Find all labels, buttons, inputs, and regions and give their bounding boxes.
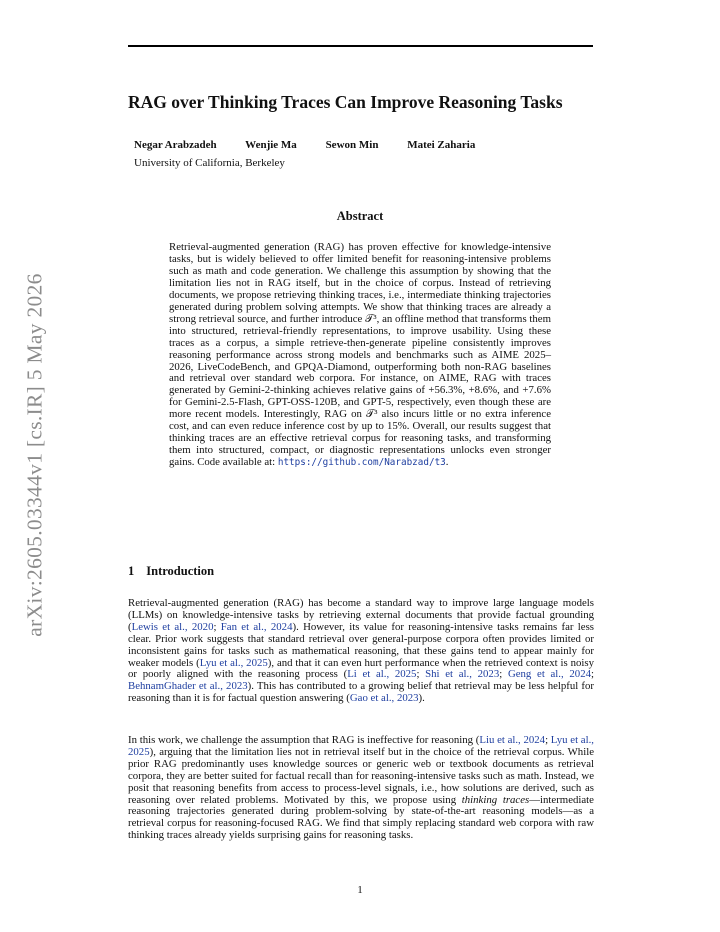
section-title: Introduction: [146, 564, 215, 578]
top-rule: [128, 45, 593, 47]
arxiv-identifier: arXiv:2605.03344v1 [cs.IR] 5 May 2026: [22, 273, 47, 637]
citation-link[interactable]: Lewis et al., 2020: [131, 620, 214, 633]
citation-link[interactable]: BehnamGhader et al., 2023: [128, 680, 248, 693]
citation-link[interactable]: Liu et al., 2024: [479, 734, 546, 746]
code-link[interactable]: https://github.com/Narabzad/t3: [277, 457, 446, 469]
paper-title: RAG over Thinking Traces Can Improve Reasoning Tasks: [128, 92, 563, 112]
author-list: [134, 139, 501, 151]
citation-link[interactable]: Lyu et al., 2025: [199, 656, 268, 669]
citation-link[interactable]: Li et al., 2025: [347, 668, 417, 681]
citation-link[interactable]: Shi et al., 2023: [425, 668, 500, 681]
page-number: 1: [357, 884, 363, 896]
citation-link[interactable]: Gao et al., 2023: [349, 692, 419, 705]
intro-paragraph-2: In this work, we challenge the assumption that RAG is ineffective for reasoning (Liu et al., 2024; Lyu et al., 2025), arguing that the limitation lies not in retrieval itself but in the choice of the retrieval corpus. While prior RAG predominantly uses knowledge sources or generic web or textbook documents as retrieval corpora, they are better suited for factual recall than for reasoning-intensive tasks such as math. Instead, we posit that reasoning benefits from access to process-level signals, i.e., how solutions are derived, such as reasoning over related problems. Motivated by this, we propose using thinking traces—intermediate reasoning trajectories generated during problem-solving by state-of-the-art reasoning models—as a retrieval corpus for reasoning-focused RAG. We find that simply replacing standard web corpora with raw thinking traces already yields surprising gains for reasoning tasks.: [128, 734, 594, 842]
t3-symbol: 𝒯³: [365, 408, 378, 421]
emphasis: thinking traces: [461, 793, 530, 806]
author: Wenjie Ma: [245, 139, 297, 151]
citation-link[interactable]: Lyu et al., 2025: [128, 734, 594, 758]
intro-paragraph-1: Retrieval-augmented generation (RAG) has become a standard way to improve large language models (LLMs) on knowledge-intensive tasks by retrieving external documents that provide factual grounding (Lewis et al., 2020; Fan et al., 2024). However, its value for reasoning-intensive tasks remains far less clear. Prior work suggests that standard retrieval over general-purpose corpora often provides limited or inconsistent gains for tasks such as mathematical reasoning, that these gains tend to appear mainly for weaker models (Lyu et al., 2025), and that it can even hurt performance when the retrieved context is noisy or poorly aligned with the reasoning process (Li et al., 2025; Shi et al., 2023; Geng et al., 2024; BehnamGhader et al., 2023). This has contributed to a growing belief that retrieval may be less helpful for reasoning than it is for factual question answering (Gao et al., 2023).: [128, 597, 595, 705]
abstract-body: Retrieval-augmented generation (RAG) has proven effective for knowledge-intensive tasks, but is widely believed to offer limited benefit for reasoning-intensive problems such as math and code generation. We challenge this assumption by showing that the limitation lies not in RAG itself, but in the choice of corpus. Instead of retrieving documents, we propose retrieving thinking traces, i.e., intermediate thinking trajectories generated during problem solving attempts. We show that thinking traces are already a strong retrieval source, and further introduce 𝒯³, an offline method that transforms them into structured, retrieval-friendly representations, to improve usability. Using these traces as a corpus, a simple retrieve-then-generate pipeline consistently improves reasoning performance across strong models and benchmarks such as AIME 2025–2026, LiveCodeBench, and GPQA-Diamond, outperforming both non-RAG baselines and retrieval over standard web corpora. For instance, on AIME, RAG with traces generated by Gemini-2-thinking achieves relative gains of +56.3%, +8.6%, and +7.6% for Gemini-2.5-Flash, GPT-OSS-120B, and GPT-5, respectively, even though these are more recent models. Interestingly, RAG on 𝒯³ also incurs little or no extra inference cost, and can even reduce inference cost by up to 15%. Overall, our results suggest that thinking traces are an effective retrieval corpus for reasoning tasks, and transforming them into structured, compact, or diagnostic representations unlocks even stronger gains. Code available at: https://github.com/Narabzad/t3.: [169, 241, 551, 469]
t3-symbol: 𝒯³: [365, 312, 377, 325]
affiliation: University of California, Berkeley: [134, 157, 285, 169]
abstract-heading: Abstract: [336, 209, 384, 223]
section-heading: [128, 564, 214, 579]
author: Matei Zaharia: [407, 139, 476, 151]
citation-link[interactable]: Fan et al., 2024: [220, 620, 293, 633]
section-number: 1: [128, 564, 135, 578]
author: Sewon Min: [325, 139, 379, 151]
citation-link[interactable]: Geng et al., 2024: [507, 668, 591, 681]
author: Negar Arabzadeh: [134, 139, 217, 151]
